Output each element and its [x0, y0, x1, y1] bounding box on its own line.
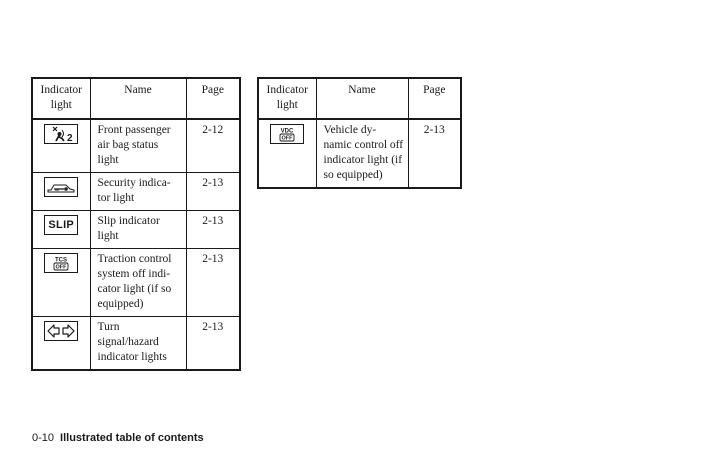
indicator-page: 2-13: [186, 317, 240, 371]
table-row: [32, 119, 240, 173]
indicator-cell: [32, 249, 90, 317]
indicator-name: Traction control system off indi-cator light (if so equipped): [90, 249, 186, 317]
security-car-key-icon: [44, 177, 78, 197]
page-number: 0-10: [32, 432, 55, 444]
table-row: [32, 249, 240, 317]
tcs-icon-text-bottom: OFF: [55, 264, 67, 271]
header-name: Name: [316, 78, 408, 119]
indicator-name: Vehicle dy-namic control off indicator light (if so equipped): [316, 119, 408, 188]
indicator-table-left: [31, 77, 241, 371]
indicator-name: Security indica-tor light: [90, 173, 186, 211]
header-page: Page: [186, 78, 240, 119]
indicator-page: 2-13: [186, 249, 240, 317]
indicator-page: 2-12: [186, 119, 240, 173]
slip-icon: [44, 215, 78, 235]
tcs-off-icon: [44, 253, 78, 273]
indicator-name: Turn signal/hazard indicator lights: [90, 317, 186, 371]
table-row: [32, 317, 240, 371]
indicator-page: 2-13: [186, 173, 240, 211]
indicator-cell: [32, 173, 90, 211]
indicator-page: 2-13: [186, 211, 240, 249]
indicator-page: 2-13: [408, 119, 461, 188]
table-row: [258, 119, 461, 188]
vdc-icon-text-top: VDC: [280, 128, 294, 135]
header-page: Page: [408, 78, 461, 119]
tcs-icon-text-top: TCS: [55, 257, 68, 264]
indicator-name: Slip indicator light: [90, 211, 186, 249]
passenger-airbag-status-icon: [44, 124, 78, 144]
indicator-name: Front passenger air bag status light: [90, 119, 186, 173]
header-indicator-light: Indicator light: [258, 78, 316, 119]
table-header-row: [32, 78, 240, 119]
header-indicator-light: Indicator light: [32, 78, 90, 119]
indicator-cell: [32, 119, 90, 173]
indicator-cell: [258, 119, 316, 188]
indicator-cell: [32, 317, 90, 371]
table-row: [32, 173, 240, 211]
table-header-row: [258, 78, 461, 119]
header-name: Name: [90, 78, 186, 119]
footer-title: Illustrated table of contents: [60, 432, 204, 444]
page-footer: [32, 432, 204, 444]
indicator-cell: [32, 211, 90, 249]
svg-text:2: 2: [67, 133, 73, 142]
table-row: [32, 211, 240, 249]
vdc-icon-text-bottom: OFF: [281, 135, 293, 142]
vdc-off-icon: [270, 124, 304, 144]
slip-icon-text: SLIP: [48, 218, 75, 231]
indicator-table-right: [257, 77, 462, 189]
turn-signal-arrows-icon: [44, 321, 78, 341]
